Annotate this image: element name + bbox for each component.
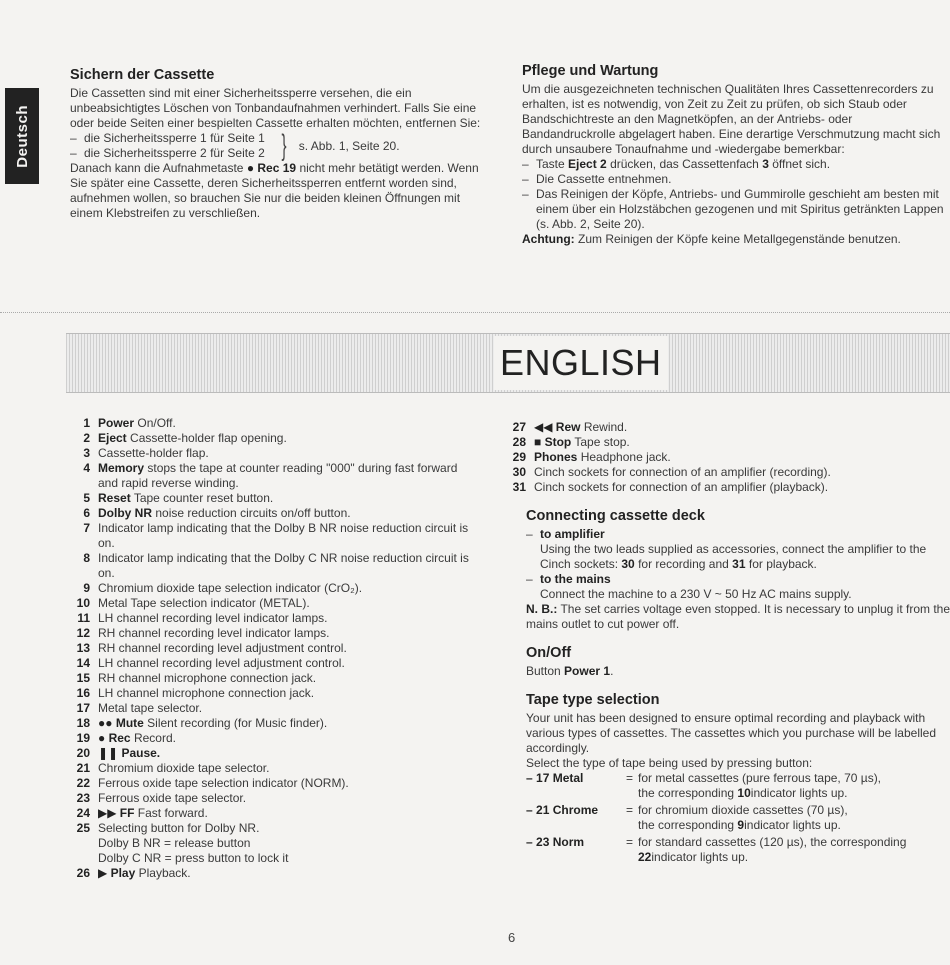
control-number: 8	[83, 551, 90, 565]
connecting-section: Connecting cassette deck – to amplifier Using the two leads supplied as accessories, connect the amplifier to the Cinch sockets: 30 for recording and 31 for playback. – to the mains Connect the machine to a 230 V ~ 50 Hz AC mains supply. N. B.: The set carries voltage even stopped. It is necessary to unplug it from the mains outlet to cut power off.	[526, 508, 950, 631]
dolby-note-0: Dolby B NR = release button	[98, 836, 251, 850]
control-desc: Metal tape selector.	[98, 701, 203, 715]
control-item-6	[60, 506, 480, 521]
control-number: 15	[76, 671, 90, 685]
control-desc: Cassette-holder flap.	[98, 446, 209, 460]
control-key: ● Rec	[98, 731, 131, 745]
control-item-22	[60, 776, 480, 791]
pflege-intro: Um die ausgezeichneten technischen Qualitäten Ihres Cassettenrecorders zu erhalten, ist es notwendig, von Zeit zu Zeit zu prüfen, ob sich Staub oder Bandschichtreste an den Magnetköpfen, an der Antriebs- oder Bandandruckrolle abgelagert haben. Eine derartige Verschmutzung macht sich durch unsaubere Tonaufnahme und -wiedergabe bemerkbar:	[522, 82, 941, 156]
control-number: 26	[76, 866, 90, 880]
control-number: 25	[76, 821, 90, 835]
control-desc: Cinch sockets for connection of an amplifier (playback).	[534, 480, 829, 494]
control-item-8	[60, 551, 480, 581]
connecting-mains-text: Connect the machine to a 230 V ~ 50 Hz AC mains supply.	[540, 587, 852, 601]
pflege-warning: Achtung: Zum Reinigen der Köpfe keine Metallgegenstände benutzen.	[522, 232, 901, 246]
control-desc: noise reduction circuits on/off button.	[155, 506, 351, 520]
sichern-item-2: die Sicherheitssperre 2 für Seite 2	[84, 146, 265, 160]
control-item-2	[60, 431, 480, 446]
control-key: Phones	[534, 450, 578, 464]
section-title-tape: Tape type selection	[526, 692, 660, 708]
control-number: 13	[76, 641, 90, 655]
control-item-23	[60, 791, 480, 806]
pflege-item-1: – Taste Eject 2 drücken, das Cassettenfach 3 öffnet sich.	[522, 157, 831, 171]
page-number: 6	[508, 930, 516, 945]
tape-option-desc: for chromium dioxide cassettes (70 µs),	[638, 803, 848, 817]
control-desc: Fast forward.	[137, 806, 208, 820]
control-number: 19	[76, 731, 90, 745]
control-number: 22	[76, 776, 90, 790]
control-number: 29	[512, 450, 526, 464]
control-number: 28	[512, 435, 526, 449]
control-item-29	[496, 450, 950, 465]
control-item-4	[60, 461, 480, 491]
control-item-19	[60, 731, 480, 746]
tape-option-row: – 17 Metal = for metal cassettes (pure ferrous tape, 70 µs), the corresponding 10indicator lights up.	[526, 771, 882, 800]
control-desc: Indicator lamp indicating that the Dolby B NR noise reduction circuit is on.	[98, 521, 469, 550]
control-number: 1	[83, 416, 90, 430]
control-item-26	[60, 866, 480, 881]
english-right-column	[496, 420, 950, 867]
tape-option-key: 17 Metal	[536, 771, 584, 785]
control-item-15	[60, 671, 480, 686]
control-desc: Tape stop.	[574, 435, 630, 449]
control-number: 6	[83, 506, 90, 520]
control-key: Reset	[98, 491, 131, 505]
control-key: Eject	[98, 431, 127, 445]
control-key: Power	[98, 416, 135, 430]
control-number: 30	[512, 465, 526, 479]
pflege-item-3: – Das Reinigen der Köpfe, Antriebs- und Gummirolle geschieht am besten mit einem über ein Holzstäbchen gezogenen und mit Spiritus getränkten Lappen (s. Abb. 2, Seite 20).	[522, 187, 944, 231]
control-number: 20	[76, 746, 90, 760]
tape-section	[496, 691, 950, 865]
control-key: Dolby NR	[98, 506, 152, 520]
control-number: 21	[76, 761, 90, 775]
tape-select: Select the type of tape being used by pressing button:	[526, 756, 813, 770]
control-item-5	[60, 491, 480, 506]
control-item-28	[496, 435, 950, 450]
control-desc: On/Off.	[137, 416, 176, 430]
control-item-13	[60, 641, 480, 656]
section-title-connecting: Connecting cassette deck	[526, 508, 705, 524]
control-number: 18	[76, 716, 90, 730]
connecting-mains-label: to the mains	[540, 572, 611, 586]
control-item-21	[60, 761, 480, 776]
sichern-ref: s. Abb. 1, Seite 20.	[298, 138, 400, 153]
control-desc: Tape counter reset button.	[133, 491, 274, 505]
control-number: 12	[76, 626, 90, 640]
brace-icon: }	[281, 129, 287, 162]
sichern-after: Danach kann die Aufnahmetaste ● Rec 19 nicht mehr betätigt werden. Wenn Sie später eine Cassette, deren Sicherheitssperren entfernt worden sind, aufnehmen wollen, so brauchen Sie nur die beiden kleinen Öffnungen mit einem Klebstreifen zu verschließen.	[70, 161, 479, 220]
control-number: 9	[83, 581, 90, 595]
connecting-amp-text: Using the two leads supplied as accessories, connect the amplifier to the Cinch sockets: 30 for recording and 31 for playback.	[540, 542, 927, 571]
controls-list-right	[496, 420, 950, 495]
control-number: 3	[83, 446, 90, 460]
control-item-31	[496, 480, 950, 495]
control-desc: LH channel microphone connection jack.	[98, 686, 315, 700]
connecting-note: N. B.: The set carries voltage even stopped. It is necessary to unplug it from the mains outlet to cut power off.	[526, 602, 950, 631]
german-right-column	[522, 62, 944, 247]
control-item-14	[60, 656, 480, 671]
control-number: 10	[76, 596, 90, 610]
control-desc: stops the tape at counter reading "000" during fast forward and rapid reverse winding.	[98, 461, 458, 490]
section-title-sichern: Sichern der Cassette	[70, 67, 215, 83]
control-desc: Record.	[133, 731, 176, 745]
tape-option-desc: for metal cassettes (pure ferrous tape, 70 µs),	[638, 771, 882, 785]
control-desc: Chromium dioxide tape selection indicator (CrO₂).	[98, 581, 363, 595]
pflege-item-2: – Die Cassette entnehmen.	[522, 172, 672, 186]
tape-options	[526, 771, 950, 865]
language-tab	[5, 88, 39, 184]
control-desc: Rewind.	[583, 420, 628, 434]
control-item-25	[60, 821, 480, 836]
control-item-20	[60, 746, 480, 761]
control-desc: Cinch sockets for connection of an amplifier (recording).	[534, 465, 831, 479]
control-key: ▶▶ FF	[98, 806, 135, 820]
control-key: ■ Stop	[534, 435, 572, 449]
control-desc: Metal Tape selection indicator (METAL).	[98, 596, 310, 610]
sichern-item-1: die Sicherheitssperre 1 für Seite 1	[84, 131, 265, 145]
section-title-pflege: Pflege und Wartung	[522, 63, 659, 79]
control-item-9	[60, 581, 480, 596]
tape-option-key: 23 Norm	[536, 835, 585, 849]
language-tab-label: Deutsch	[13, 104, 31, 168]
control-key: ◀◀ Rew	[534, 420, 581, 434]
connecting-amp-label: to amplifier	[540, 527, 605, 541]
control-item-7	[60, 521, 480, 551]
controls-list-left	[60, 416, 480, 881]
control-desc: RH channel microphone connection jack.	[98, 671, 317, 685]
control-item-17	[60, 701, 480, 716]
tape-option-key: 21 Chrome	[536, 803, 599, 817]
control-key: Memory	[98, 461, 145, 475]
control-number: 14	[76, 656, 90, 670]
german-left-column	[70, 66, 494, 221]
tape-option-row: – 23 Norm = for standard cassettes (120 µs), the corresponding 22indicator lights up.	[526, 835, 907, 864]
tape-option-desc: for standard cassettes (120 µs), the corresponding	[638, 835, 907, 849]
control-desc: Cassette-holder flap opening.	[130, 431, 287, 445]
control-desc: Headphone jack.	[580, 450, 671, 464]
control-number: 4	[83, 461, 90, 475]
control-desc: Ferrous oxide tape selector.	[98, 791, 247, 805]
tape-option-row: – 21 Chrome = for chromium dioxide cassettes (70 µs), the corresponding 9indicator lights up.	[526, 803, 848, 832]
control-item-10	[60, 596, 480, 611]
divider-rule	[0, 312, 950, 313]
control-key: ❚❚ Pause.	[98, 746, 161, 760]
control-desc: Selecting button for Dolby NR.	[98, 821, 260, 835]
sichern-list: – die Sicherheitssperre 1 für Seite 1 – die Sicherheitssperre 2 für Seite 2 } s. Abb. 1, Seite 20.	[70, 129, 400, 162]
section-title-onoff: On/Off	[526, 645, 572, 661]
control-number: 11	[77, 611, 90, 625]
control-item-30	[496, 465, 950, 480]
control-number: 7	[83, 521, 90, 535]
onoff-text: Button Power 1.	[526, 664, 614, 678]
control-item-1	[60, 416, 480, 431]
control-desc: LH channel recording level indicator lamps.	[98, 611, 328, 625]
tape-intro: Your unit has been designed to ensure optimal recording and playback with various types of cassettes. The cassettes which you purchase will be labelled accordingly.	[526, 711, 936, 755]
control-desc: LH channel recording level adjustment control.	[98, 656, 345, 670]
control-item-11	[60, 611, 480, 626]
control-number: 5	[83, 491, 90, 505]
control-item-12	[60, 626, 480, 641]
control-item-3	[60, 446, 480, 461]
control-desc: Ferrous oxide tape selection indicator (NORM).	[98, 776, 349, 790]
control-item-18	[60, 716, 480, 731]
control-number: 2	[83, 431, 90, 445]
control-number: 31	[512, 480, 526, 494]
control-desc: Playback.	[138, 866, 191, 880]
control-number: 24	[76, 806, 90, 820]
onoff-section	[496, 644, 950, 679]
control-key: ▶ Play	[98, 866, 136, 880]
control-item-24	[60, 806, 480, 821]
control-desc: RH channel recording level adjustment control.	[98, 641, 347, 655]
control-key: ●● Mute	[98, 716, 144, 730]
dolby-note-1: Dolby C NR = press button to lock it	[98, 851, 289, 865]
sichern-intro: Die Cassetten sind mit einer Sicherheitssperre versehen, die ein unbeabsichtigtes Löschen von Tonbandaufnahmen verhindert. Falls Sie eine oder beide Seiten einer bespielten Cassette erhalten möchten, entfernen Sie:	[70, 86, 481, 130]
control-desc: Indicator lamp indicating that the Dolby C NR noise reduction circuit is on.	[98, 551, 469, 580]
control-number: 23	[76, 791, 90, 805]
control-number: 17	[76, 701, 90, 715]
control-number: 16	[76, 686, 90, 700]
control-item-16	[60, 686, 480, 701]
control-number: 27	[512, 420, 526, 434]
control-desc: RH channel recording level indicator lamps.	[98, 626, 330, 640]
control-desc: Silent recording (for Music finder).	[147, 716, 328, 730]
language-banner	[66, 333, 950, 393]
banner-title: ENGLISH	[494, 336, 668, 390]
control-item-27	[496, 420, 950, 435]
control-desc: Chromium dioxide tape selector.	[98, 761, 270, 775]
